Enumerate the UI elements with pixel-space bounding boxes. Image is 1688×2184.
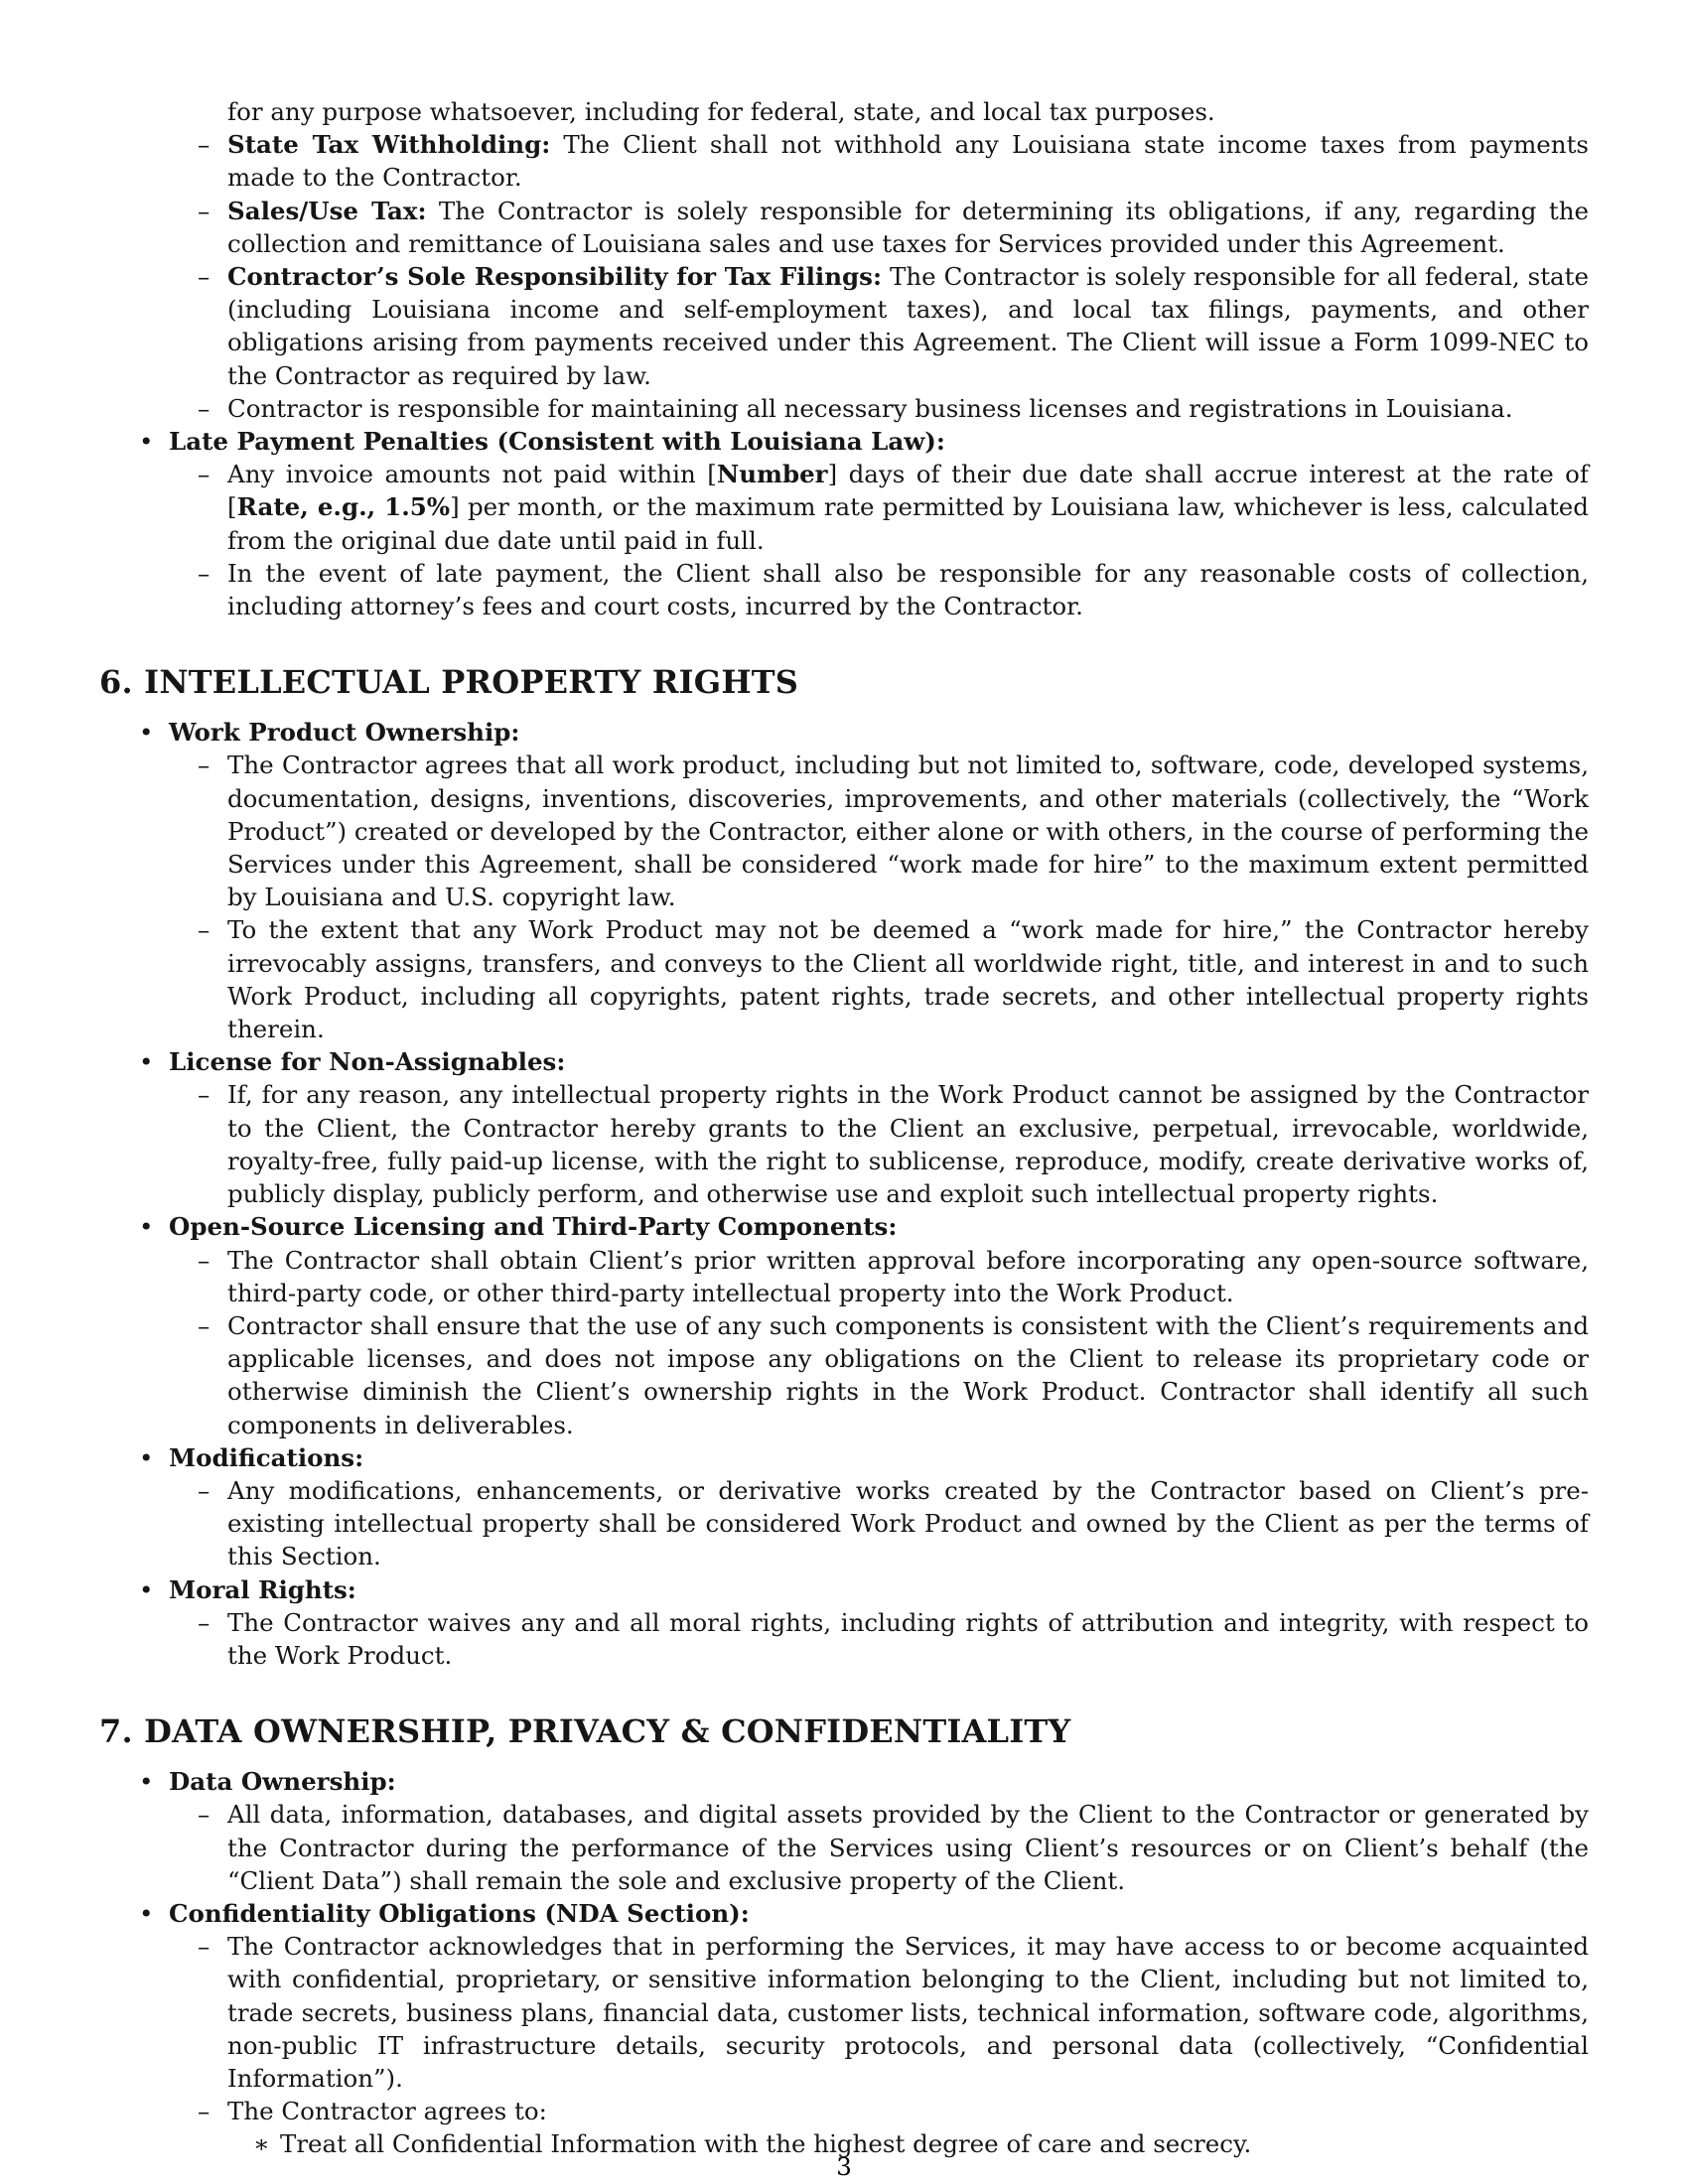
dash-marker: – [198, 1607, 211, 1637]
item-text: In the event of late payment, the Client shall also be responsible for any reasonable costs of collection, including attorney’s fees and court costs, incurred by the Contractor. [227, 558, 1589, 621]
bullet-heading-text: License for Non-Assignables: [169, 1047, 566, 1077]
item-text: The Contractor agrees that all work product, including but not limited to, software, code, developed systems, documentation, designs, inventions, discoveries, improvements, and other materials (collectively, the “Work Product”) created or developed by the Contractor, either alone or with others, in the course of performing the Services under this Agreement, shall be considered “work made for hire” to the maximum extent permitted by Louisiana and U.S. copyright law. [227, 751, 1589, 912]
bullet-marker: • [139, 1047, 154, 1077]
dash-marker: – [198, 1245, 211, 1275]
dash-marker: – [198, 460, 211, 489]
data-ownership-heading [99, 1765, 1589, 1798]
dash-marker: – [198, 196, 211, 225]
bullet-heading-text: Data Ownership: [169, 1767, 396, 1797]
modifications-item-1 [99, 1474, 1589, 1573]
bullet-marker: • [139, 1212, 154, 1242]
bullet-marker: • [139, 1898, 154, 1928]
item-text: Treat all Confidential Information with the highest degree of care and secrecy. [280, 2129, 1252, 2159]
item-text: The Contractor is solely responsible for all federal, state (including Louisiana income and self-employment taxes), and local tax filings, payments, and other obligations arising from payments received under this Agreement. The Client will issue a Form 1099-NEC to the Contractor as required by law. [227, 262, 1589, 390]
dash-marker: – [198, 1080, 211, 1110]
document-page [99, 95, 1589, 2161]
license-heading [99, 1045, 1589, 1078]
section-7-title: 7. DATA OWNERSHIP, PRIVACY & CONFIDENTIALITY [99, 1712, 1071, 1751]
item-text: Any invoice amounts not paid within [ [227, 460, 717, 489]
asterisk-marker: ∗ [253, 2129, 270, 2159]
bullet-marker: • [139, 427, 154, 457]
open-source-heading [99, 1210, 1589, 1243]
dash-marker: – [198, 915, 211, 945]
bullet-heading-text: Open-Source Licensing and Third-Party Components: [169, 1212, 898, 1242]
item-text: The Contractor shall obtain Client’s prior written approval before incorporating any open-source software, third-party code, or other third-party intellectual property into the Work Product. [227, 1245, 1589, 1307]
late-payment-heading [99, 425, 1589, 458]
business-licenses-item [99, 392, 1589, 425]
work-product-item-1 [99, 749, 1589, 913]
item-text: Any modifications, enhancements, or derivative works created by the Contractor based on Client’s pre-existing intellectual property shall be considered Work Product and owned by the Client as per the terms of this Section. [227, 1475, 1589, 1571]
dash-marker: – [198, 1932, 211, 1962]
moral-rights-item-1 [99, 1606, 1589, 1672]
placeholder-rate: Rate, e.g., 1.5% [236, 492, 451, 522]
item-text: The Client shall not withhold any Louisiana state income taxes from payments made to the Contractor. [227, 130, 1589, 193]
dash-marker: – [198, 1475, 211, 1505]
section-6-title: 6. INTELLECTUAL PROPERTY RIGHTS [99, 663, 799, 702]
tax-filings-item [99, 260, 1589, 392]
bullet-marker: • [139, 718, 154, 748]
dash-marker: – [198, 751, 211, 780]
item-text: The Contractor agrees to: [227, 2097, 547, 2126]
item-text: ] per month, or the maximum rate permitted by Louisiana law, whichever is less, calculated from the original due date until paid in full. [227, 492, 1589, 555]
dash-marker: – [198, 1800, 211, 1830]
dash-marker: – [198, 393, 211, 423]
work-product-item-2 [99, 913, 1589, 1045]
bullet-marker: • [139, 1767, 154, 1797]
confidentiality-item-1 [99, 1930, 1589, 2095]
item-label: Contractor’s Sole Responsibility for Tax Filings: [227, 262, 883, 292]
item-text: The Contractor waives any and all moral rights, including rights of attribution and integrity, with respect to the Work Product. [227, 1607, 1589, 1670]
item-text: Contractor shall ensure that the use of any such components is consistent with the Client’s requirements and applicable licenses, and does not impose any obligations on the Client to release its proprietary code or otherwise diminish the Client’s ownership rights in the Work Product. Contractor shall identify all such components in deliverables. [227, 1310, 1589, 1439]
item-text: All data, information, databases, and digital assets provided by the Client to the Contractor or generated by the Contractor during the performance of the Services using Client’s resources or on Client’s behalf (the “Client Data”) shall remain the sole and exclusive property of the Client. [227, 1800, 1589, 1895]
item-text: ] days of their due date shall accrue interest at the rate of [ [227, 460, 1589, 522]
dash-marker: – [198, 558, 211, 588]
sales-use-tax-item [99, 195, 1589, 260]
open-source-item-1 [99, 1244, 1589, 1309]
placeholder-number: Number [716, 460, 828, 489]
confidentiality-heading [99, 1897, 1589, 1930]
dash-marker: – [198, 2097, 211, 2126]
bullet-marker: • [139, 1574, 154, 1604]
item-text: If, for any reason, any intellectual property rights in the Work Product cannot be assigned by the Contractor to the Client, the Contractor hereby grants to the Client an exclusive, perpetual, irrevocable, worldwide, royalty-free, fully paid-up license, with the right to sublicense, reproduce, modify, create derivative works of, publicly display, publicly perform, and otherwise use and exploit such intellectual property rights. [227, 1080, 1589, 1209]
late-payment-interest-item [99, 458, 1589, 557]
bullet-heading-text: Confidentiality Obligations (NDA Section): [169, 1898, 750, 1928]
work-product-heading [99, 716, 1589, 749]
item-label: Sales/Use Tax: [227, 196, 427, 225]
data-ownership-item-1 [99, 1798, 1589, 1897]
dash-marker: – [198, 130, 211, 160]
item-text: To the extent that any Work Product may not be deemed a “work made for hire,” the Contractor hereby irrevocably assigns, transfers, and conveys to the Client all worldwide right, title, and interest in and to such Work Product, including all copyrights, patent rights, trade secrets, and other intellectual property rights therein. [227, 915, 1589, 1044]
paragraph-continuation: for any purpose whatsoever, including for federal, state, and local tax purposes. [227, 97, 1215, 126]
modifications-heading [99, 1441, 1589, 1474]
bullet-heading-text: Moral Rights: [169, 1574, 356, 1604]
bullet-heading-text: Late Payment Penalties (Consistent with Louisiana Law): [169, 427, 945, 457]
confidentiality-item-2 [99, 2095, 1589, 2127]
state-tax-withholding-item [99, 128, 1589, 194]
bullet-marker: • [139, 1442, 154, 1472]
item-label: State Tax Withholding: [227, 130, 551, 160]
item-text: The Contractor is solely responsible for determining its obligations, if any, regarding the collection and remittance of Louisiana sales and use taxes for Services provided under this Agreement. [227, 196, 1589, 258]
dash-marker: – [198, 1310, 211, 1340]
bullet-heading-text: Modifications: [169, 1442, 364, 1472]
open-source-item-2 [99, 1309, 1589, 1441]
late-payment-costs-item [99, 557, 1589, 622]
bullet-heading-text: Work Product Ownership: [169, 718, 520, 748]
item-text: Contractor is responsible for maintaining all necessary business licenses and registrations in Louisiana. [227, 393, 1513, 423]
moral-rights-heading [99, 1573, 1589, 1606]
dash-marker: – [198, 262, 211, 292]
item-text: The Contractor acknowledges that in performing the Services, it may have access to or become acquainted with confidential, proprietary, or sensitive information belonging to the Client, including but not limited to, trade secrets, business plans, financial data, customer lists, technical information, software code, algorithms, non-public IT infrastructure details, security protocols, and personal data (collectively, “Confidential Information”). [227, 1932, 1589, 2093]
page-number: 3 [836, 2152, 852, 2181]
license-item-1 [99, 1078, 1589, 1210]
